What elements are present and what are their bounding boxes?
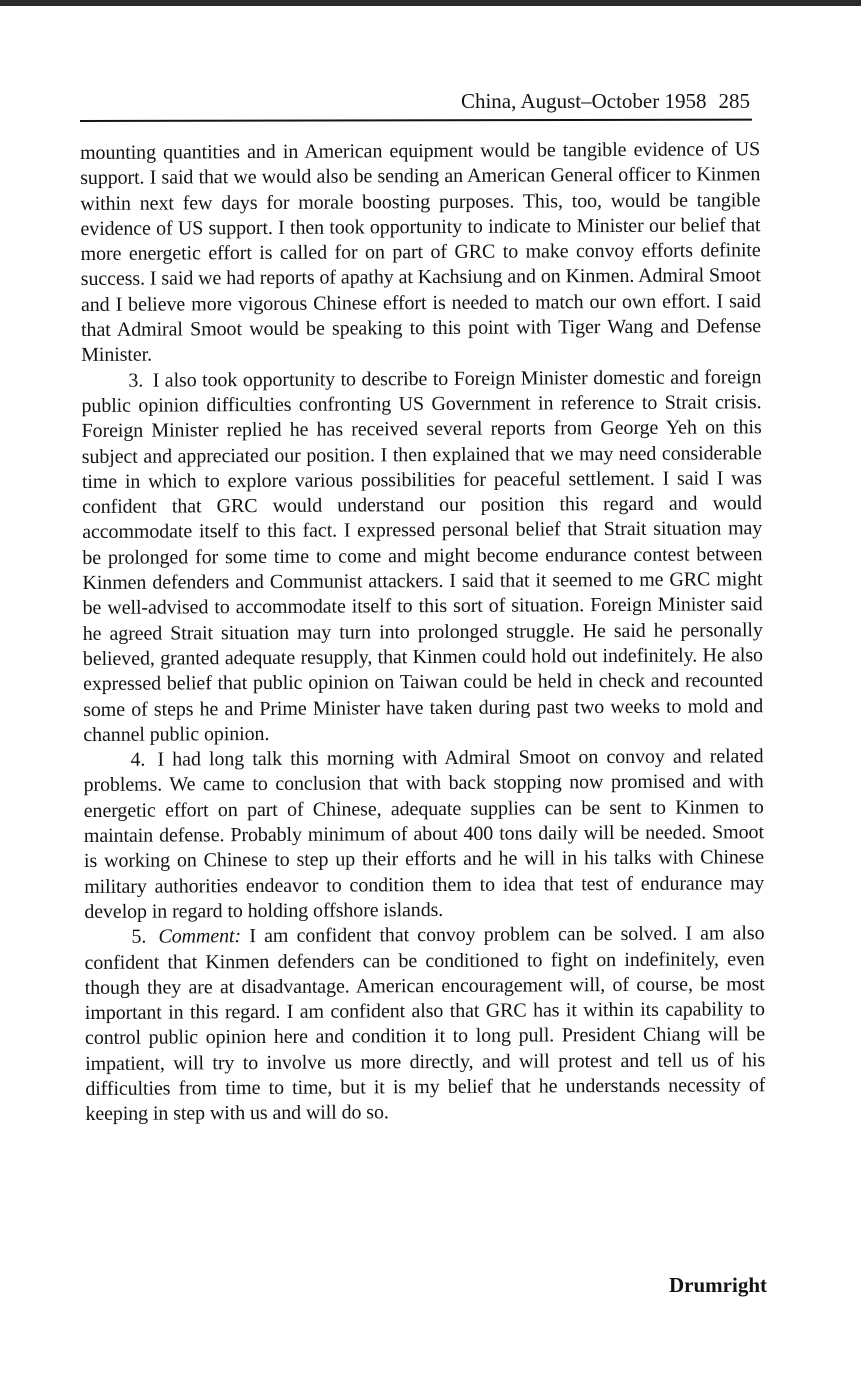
paragraph-text: I also took opportunity to describe to Foreign Minister domestic and foreign public opinion difficulties confronting US Government in reference to Strait crisis. Foreign Minister replied he has received several reports from George Yeh on this subject and appreciated our position. I then explained that we may need considerable time in which to explore various possibilities for peaceful settlement. I said I was confident that GRC would understand our position this regard and would accommodate itself to this fact. I expressed personal belief that Strait situation may be prolonged for some time to come and might become endurance contest between Kinmen defenders and Communist attackers. I said that it seemed to me GRC might be well-advised to accommodate itself to this sort of situation. Foreign Minister said he agreed Strait situation may turn into prolonged struggle. He said he personally believed, granted adequate resupply, that Kinmen could hold out indefinitely. He also expressed belief that public opinion on Taiwan could be held in check and recounted some of steps he and Prime Minister have taken during past two weeks to mold and channel public opinion. — [81, 365, 764, 746]
paragraph-text: I am confident that convoy problem can be solved. I am also confident that Kinmen defenders can be conditioned to fight on indefinitely, even though they are at disadvantage. American encouragement will, of course, be most important in this regard. I am confident also that GRC has it within its capability to control public opinion here and condition it to long pull. President Chiang will be impatient, will try to involve us more directly, and will protest and tell us of his difficulties from time to time, but it is my belief that he understands necessity of keeping in step with us and will do so. — [84, 922, 766, 1126]
signature: Drumright — [669, 1273, 767, 1297]
body-text — [80, 137, 765, 1127]
page-number: 285 — [718, 89, 750, 113]
paragraph-text: I had long talk this morning with Admiral Smoot on convoy and related problems. We came to conclusion that with back stopping now promised and with energetic effort on part of Chinese, adequate supplies can be sent to Kinmen to maintain defense. Probably minimum of about 400 tons daily will be needed. Smoot is working on Chinese to step up their efforts and he will in his talks with Chinese military authorities endeavor to condition them to idea that test of endurance may develop in regard to holding offshore islands. — [83, 745, 765, 923]
running-head-title: China, August–October 1958 — [460, 89, 707, 113]
paragraph-4 — [83, 744, 764, 925]
running-head — [80, 88, 750, 114]
header-rule — [80, 119, 752, 122]
paragraph-3 — [81, 365, 763, 748]
paragraph-continued — [80, 137, 761, 368]
paragraph-number: 3. — [128, 369, 144, 392]
paragraph-5 — [84, 921, 765, 1127]
paragraph-number: 4. — [130, 748, 146, 771]
paragraph-text: mounting quantities and in American equipment would be tangible evidence of US support. I said that we would also be sending an American General officer to Kinmen within next few days for morale boosting purposes. This, too, would be tangible evidence of US support. I then took opportunity to indicate to Minister our belief that more energetic effort is called for on part of GRC to make convoy efforts definite success. I said we had reports of apathy at Kachsiung and on Kinmen. Admiral Smoot and I believe more vigorous Chinese effort is needed to match our own effort. I said that Admiral Smoot would be speaking to this point with Tiger Wang and Defense Minister. — [80, 138, 762, 367]
scan-top-edge — [0, 0, 861, 6]
comment-label: Comment: — [158, 925, 242, 948]
paragraph-number: 5. — [131, 925, 147, 948]
